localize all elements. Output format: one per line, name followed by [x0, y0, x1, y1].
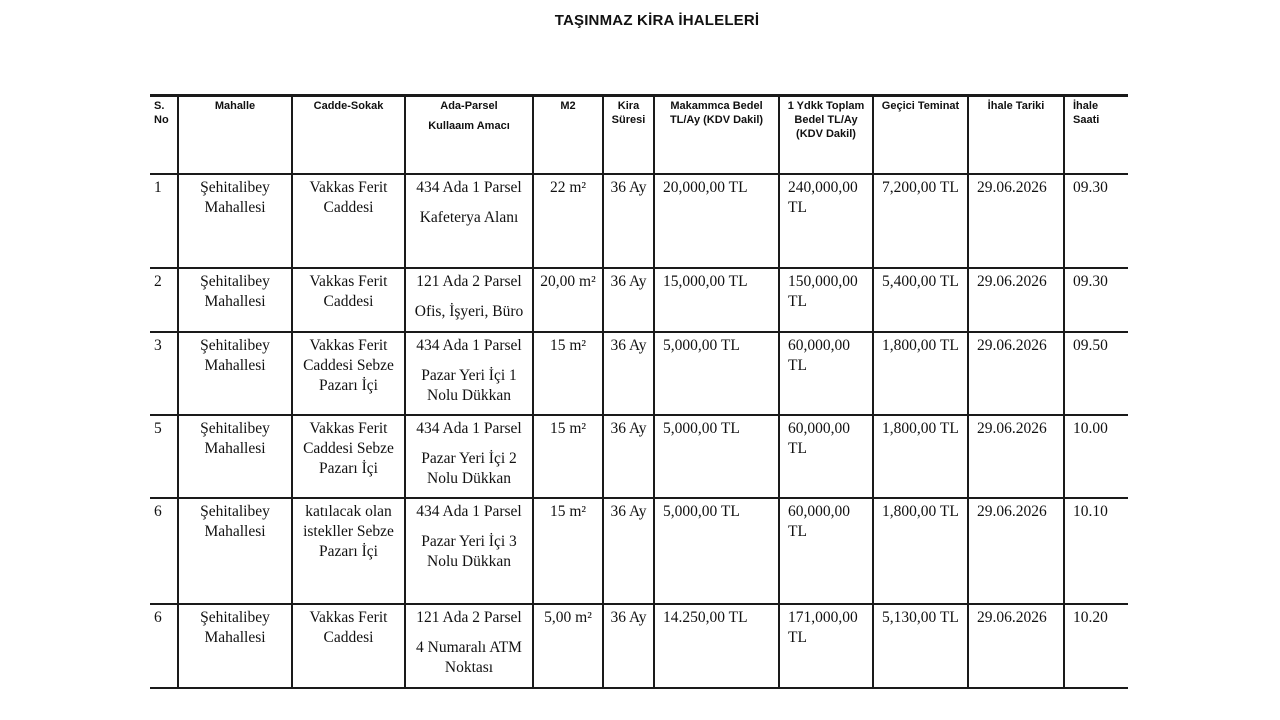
cell-ada-text: 121 Ada 2 Parsel — [416, 608, 522, 626]
cell-cadde: Vakkas Ferit Caddesi Sebze Pazarı İçi — [292, 332, 405, 415]
cell-tarih: 29.06.2026 — [968, 332, 1064, 415]
col-header-sure: Kira Süresi — [603, 96, 654, 174]
cell-ada-text: 434 Ada 1 Parsel — [416, 419, 522, 437]
cell-cadde: Vakkas Ferit Caddesi — [292, 268, 405, 332]
cell-sure: 36 Ay — [603, 415, 654, 498]
col-header-toplam: 1 Ydkk Toplam Bedel TL/Ay (KDV Dakil) — [779, 96, 873, 174]
col-header-tarih: İhale Tariki — [968, 96, 1064, 174]
cell-toplam: 60,000,00 TL — [779, 498, 873, 604]
cell-toplam: 171,000,00 TL — [779, 604, 873, 688]
cell-ada-parsel — [405, 415, 533, 498]
cell-mahalle: Şehitalibey Mahallesi — [178, 174, 292, 268]
cell-amac-text: Ofis, İşyeri, Büro — [414, 302, 524, 320]
table-header-row — [150, 96, 1128, 174]
cell-cadde: Vakkas Ferit Caddesi — [292, 174, 405, 268]
col-header-mahalle: Mahalle — [178, 96, 292, 174]
cell-ada-parsel — [405, 498, 533, 604]
cell-no: 6 — [154, 608, 162, 626]
cell-tarih: 29.06.2026 — [968, 498, 1064, 604]
cell-tarih: 29.06.2026 — [968, 268, 1064, 332]
cell-toplam: 60,000,00 TL — [779, 415, 873, 498]
cell-sure: 36 Ay — [603, 332, 654, 415]
cell-ada-text: 434 Ada 1 Parsel — [416, 502, 522, 520]
cell-cadde: Vakkas Ferit Caddesi — [292, 604, 405, 688]
tender-table — [150, 94, 1128, 689]
cell-amac-text: Pazar Yeri İçi 3 Nolu Dükkan — [421, 532, 517, 570]
cell-cadde: Vakkas Ferit Caddesi Sebze Pazarı İçi — [292, 415, 405, 498]
cell-no: 2 — [154, 272, 162, 290]
cell-toplam: 60,000,00 TL — [779, 332, 873, 415]
cell-saat: 10.00 — [1064, 415, 1128, 498]
cell-tarih: 29.06.2026 — [968, 415, 1064, 498]
cell-teminat: 1,800,00 TL — [873, 332, 968, 415]
cell-ada-parsel — [405, 268, 533, 332]
cell-mahalle: Şehitalibey Mahallesi — [178, 268, 292, 332]
cell-teminat: 7,200,00 TL — [873, 174, 968, 268]
cell-amac-text: 4 Numaralı ATM Noktası — [416, 638, 522, 676]
cell-ada-text: 434 Ada 1 Parsel — [416, 336, 522, 354]
table-row — [150, 174, 1128, 268]
col-header-saat: İhale Saati — [1064, 96, 1128, 174]
table-row — [150, 604, 1128, 688]
cell-teminat: 5,400,00 TL — [873, 268, 968, 332]
cell-bedel: 5,000,00 TL — [654, 415, 779, 498]
cell-amac-text: Pazar Yeri İçi 1 Nolu Dükkan — [421, 366, 517, 404]
cell-saat: 10.10 — [1064, 498, 1128, 604]
cell-sure: 36 Ay — [603, 498, 654, 604]
cell-saat: 09.30 — [1064, 174, 1128, 268]
cell-bedel: 15,000,00 TL — [654, 268, 779, 332]
cell-teminat: 5,130,00 TL — [873, 604, 968, 688]
col-header-cadde: Cadde-Sokak — [292, 96, 405, 174]
cell-toplam: 150,000,00 TL — [779, 268, 873, 332]
col-header-m2: M2 — [533, 96, 603, 174]
cell-tarih: 29.06.2026 — [968, 604, 1064, 688]
cell-bedel: 5,000,00 TL — [654, 332, 779, 415]
cell-m2: 15 m² — [533, 332, 603, 415]
cell-sure: 36 Ay — [603, 174, 654, 268]
cell-mahalle: Şehitalibey Mahallesi — [178, 604, 292, 688]
cell-saat: 10.20 — [1064, 604, 1128, 688]
cell-no: 3 — [154, 336, 162, 354]
col-header-teminat: Geçici Teminat — [873, 96, 968, 174]
cell-m2: 15 m² — [533, 498, 603, 604]
cell-m2: 15 m² — [533, 415, 603, 498]
cell-amac-text: Pazar Yeri İçi 2 Nolu Dükkan — [421, 449, 517, 487]
page-title: TAŞINMAZ KİRA İHALELERİ — [554, 12, 760, 29]
cell-ada-text: 434 Ada 1 Parsel — [416, 178, 522, 196]
table-row — [150, 332, 1128, 415]
cell-toplam: 240,000,00 TL — [779, 174, 873, 268]
cell-ada-parsel — [405, 332, 533, 415]
cell-mahalle: Şehitalibey Mahallesi — [178, 332, 292, 415]
cell-cadde: katılacak olan istekller Sebze Pazarı İçi — [292, 498, 405, 604]
cell-ada-text: 121 Ada 2 Parsel — [416, 272, 522, 290]
table-row — [150, 268, 1128, 332]
cell-sure: 36 Ay — [603, 604, 654, 688]
cell-mahalle: Şehitalibey Mahallesi — [178, 415, 292, 498]
col-header-bedel: Makammca Bedel TL/Ay (KDV Dakil) — [654, 96, 779, 174]
cell-m2: 20,00 m² — [533, 268, 603, 332]
cell-m2: 5,00 m² — [533, 604, 603, 688]
col-header-no: S. No — [154, 100, 169, 126]
cell-no: 6 — [154, 502, 162, 520]
table-row — [150, 415, 1128, 498]
cell-no: 5 — [154, 419, 162, 437]
cell-no: 1 — [154, 178, 162, 196]
col-header-ada-parsel-label: Ada-Parsel — [440, 100, 498, 112]
cell-saat: 09.30 — [1064, 268, 1128, 332]
cell-amac-text: Kafeterya Alanı — [419, 208, 519, 226]
cell-teminat: 1,800,00 TL — [873, 498, 968, 604]
cell-bedel: 14.250,00 TL — [654, 604, 779, 688]
cell-teminat: 1,800,00 TL — [873, 415, 968, 498]
cell-sure: 36 Ay — [603, 268, 654, 332]
cell-mahalle: Şehitalibey Mahallesi — [178, 498, 292, 604]
cell-ada-parsel — [405, 604, 533, 688]
col-header-amac-label: Kullaaım Amacı — [428, 120, 510, 132]
cell-tarih: 29.06.2026 — [968, 174, 1064, 268]
cell-ada-parsel — [405, 174, 533, 268]
cell-bedel: 5,000,00 TL — [654, 498, 779, 604]
cell-saat: 09.50 — [1064, 332, 1128, 415]
table-row — [150, 498, 1128, 604]
col-header-ada-parsel — [405, 96, 533, 174]
cell-m2: 22 m² — [533, 174, 603, 268]
cell-bedel: 20,000,00 TL — [654, 174, 779, 268]
